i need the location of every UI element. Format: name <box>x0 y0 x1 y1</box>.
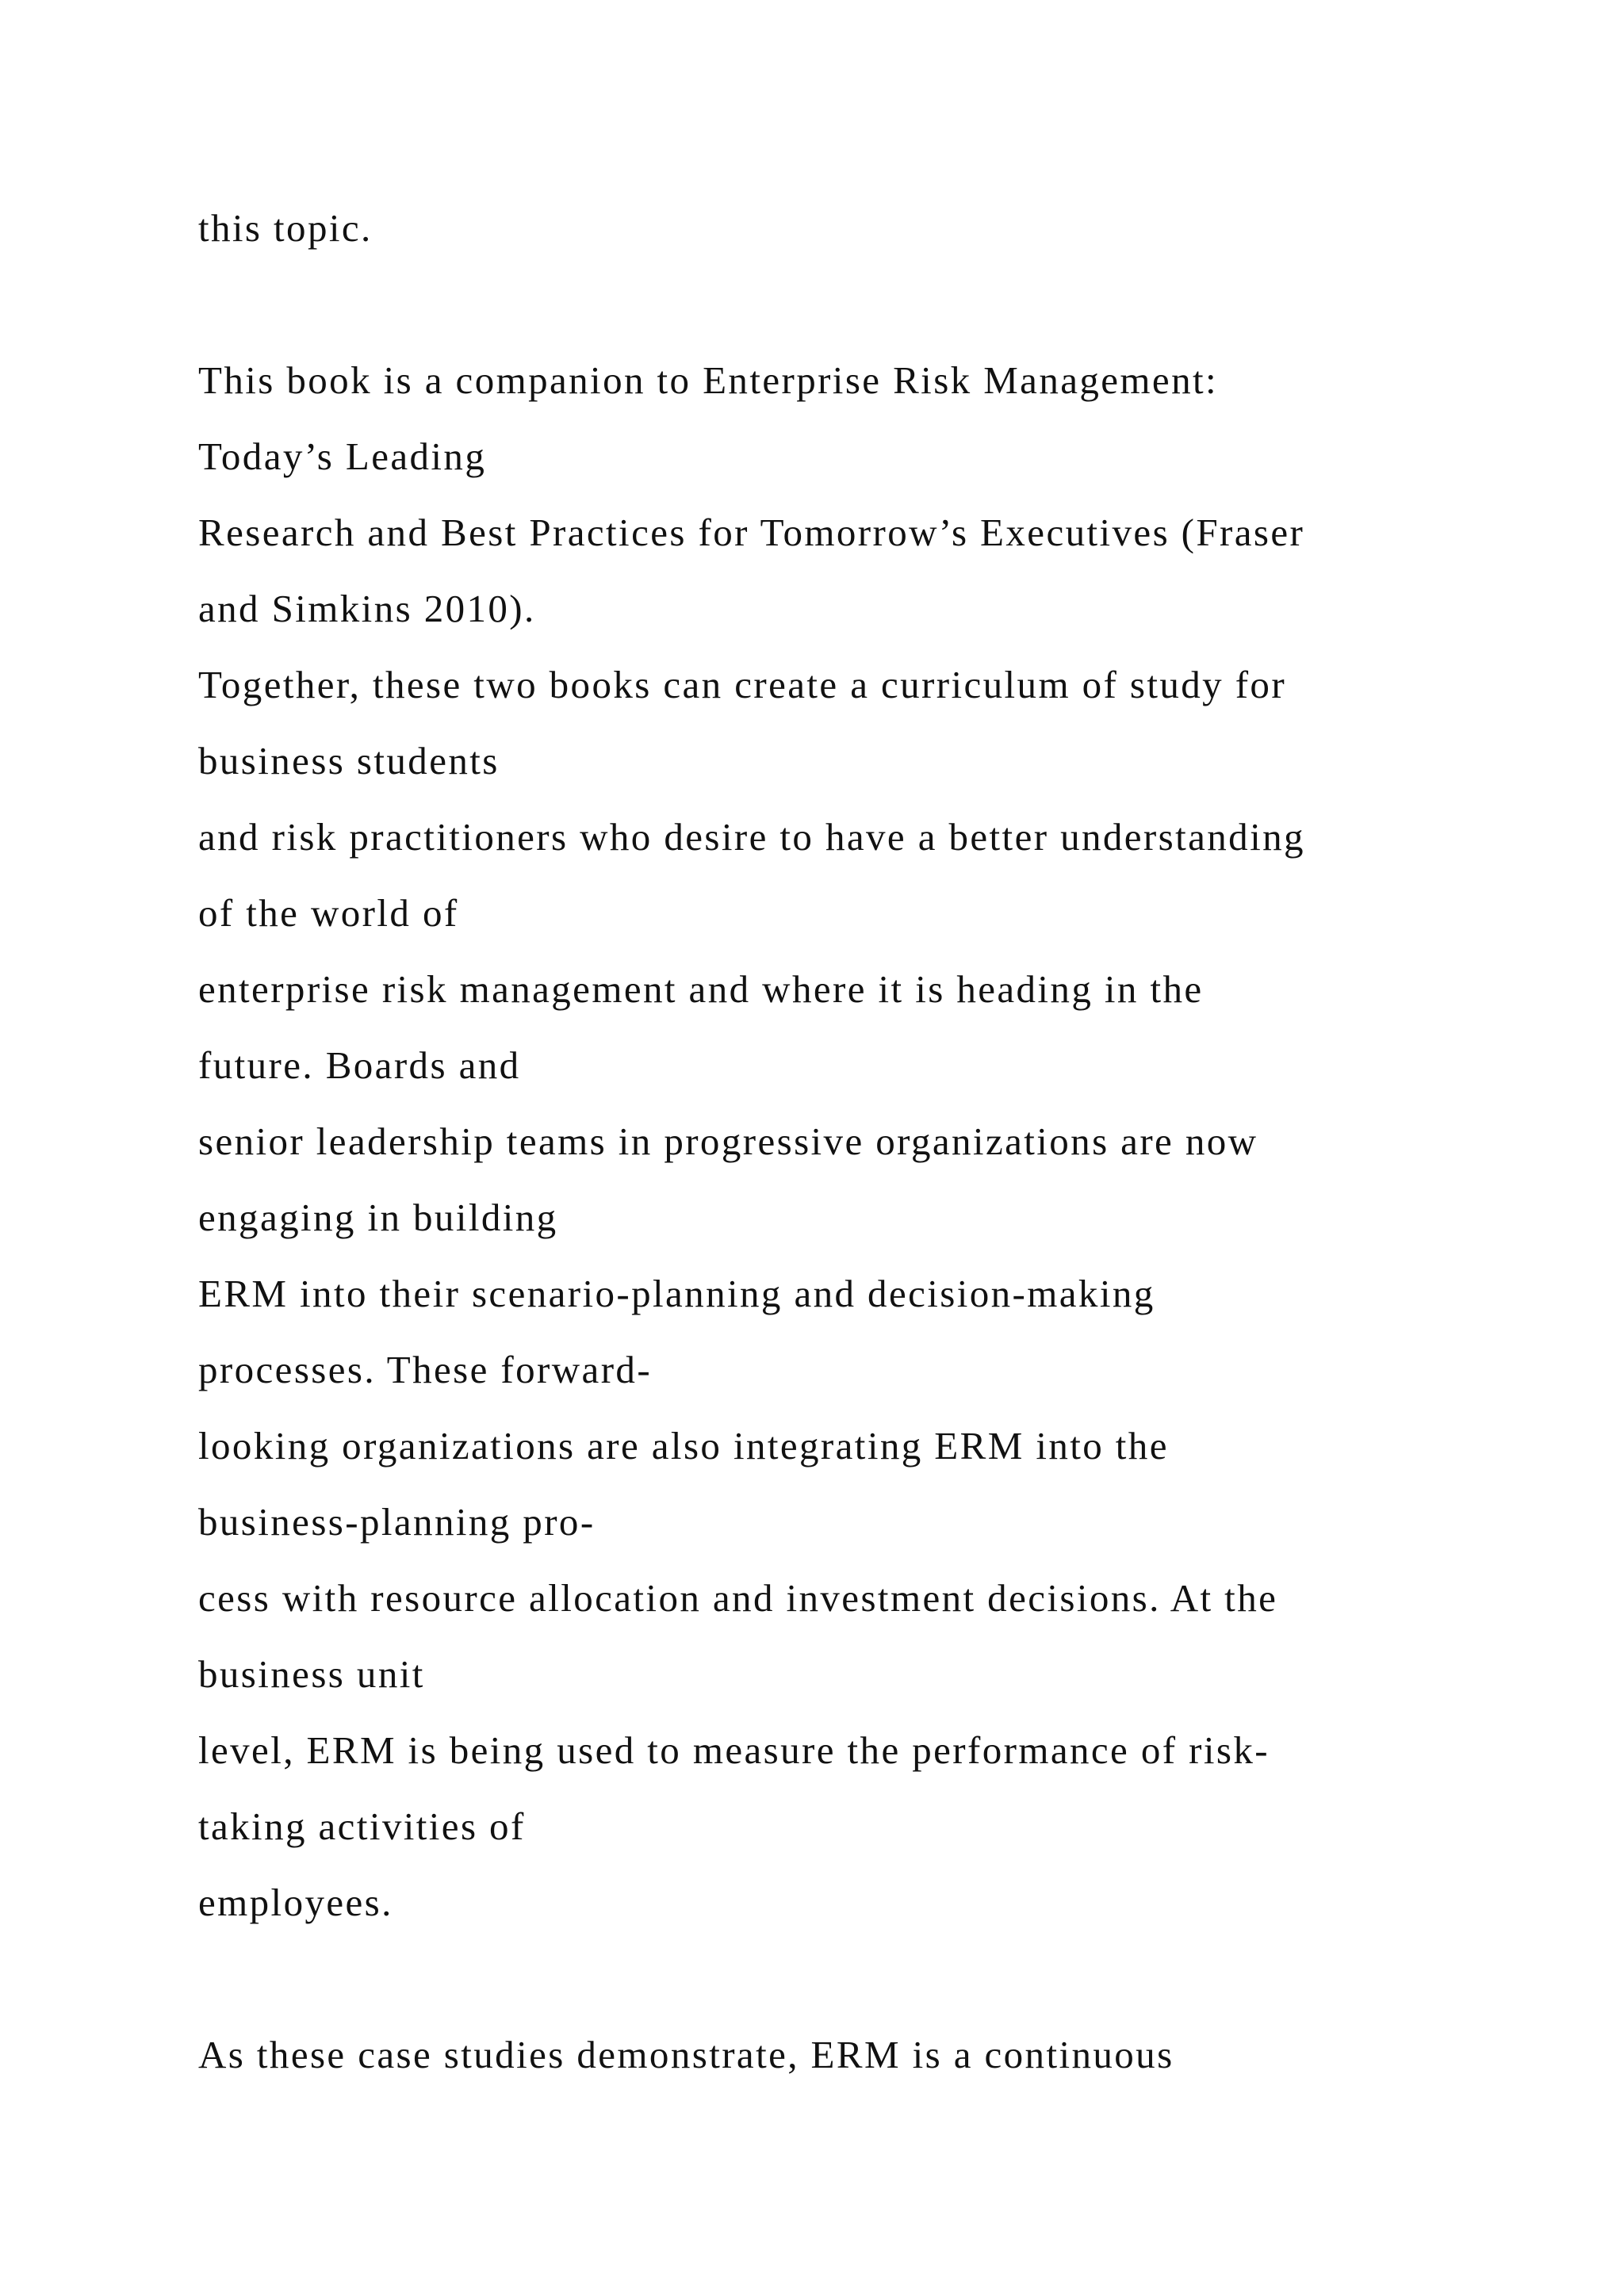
paragraph-2-line-8: of the world of <box>198 891 459 935</box>
paragraph-2-line-12: engaging in building <box>198 1196 558 1239</box>
paragraph-2-line-4: and Simkins 2010). <box>198 587 536 630</box>
paragraph-2-line-9: enterprise risk management and where it is heading in the <box>198 967 1204 1011</box>
paragraph-2-line-3: Research and Best Practices for Tomorrow’s Executives (Fraser <box>198 511 1305 554</box>
paragraph-2-line-2: Today’s Leading <box>198 434 487 478</box>
document-body <box>198 190 1546 2093</box>
paragraph-2-line-15: looking organizations are also integrating ERM into the <box>198 1424 1169 1468</box>
paragraph-2-line-18: business unit <box>198 1652 425 1696</box>
paragraph-2-line-19: level, ERM is being used to measure the performance of risk- <box>198 1728 1270 1772</box>
paragraph-2-line-21: employees. <box>198 1881 393 1924</box>
paragraph-2-line-1: This book is a companion to Enterprise Risk Management: <box>198 358 1219 402</box>
paragraph-2-line-6: business students <box>198 739 500 783</box>
paragraph-2-line-14: processes. These forward- <box>198 1348 653 1391</box>
paragraph-1-line-1: this topic. <box>198 206 373 250</box>
paragraph-gap <box>198 266 1546 342</box>
paragraph-gap <box>198 1941 1546 2017</box>
paragraph-2-line-13: ERM into their scenario-planning and decision-making <box>198 1272 1155 1315</box>
paragraph-2-line-11: senior leadership teams in progressive organizations are now <box>198 1119 1258 1163</box>
paragraph-2-line-16: business-planning pro- <box>198 1500 596 1544</box>
paragraph-2-line-20: taking activities of <box>198 1804 526 1848</box>
paragraph-3-line-1: As these case studies demonstrate, ERM is a continuous <box>198 2033 1174 2076</box>
paragraph-2-line-5: Together, these two books can create a curriculum of study for <box>198 663 1287 706</box>
paragraph-2-line-17: cess with resource allocation and investment decisions. At the <box>198 1576 1278 1620</box>
paragraph-2-line-7: and risk practitioners who desire to have a better understanding <box>198 815 1305 859</box>
paragraph-2-line-10: future. Boards and <box>198 1043 521 1087</box>
